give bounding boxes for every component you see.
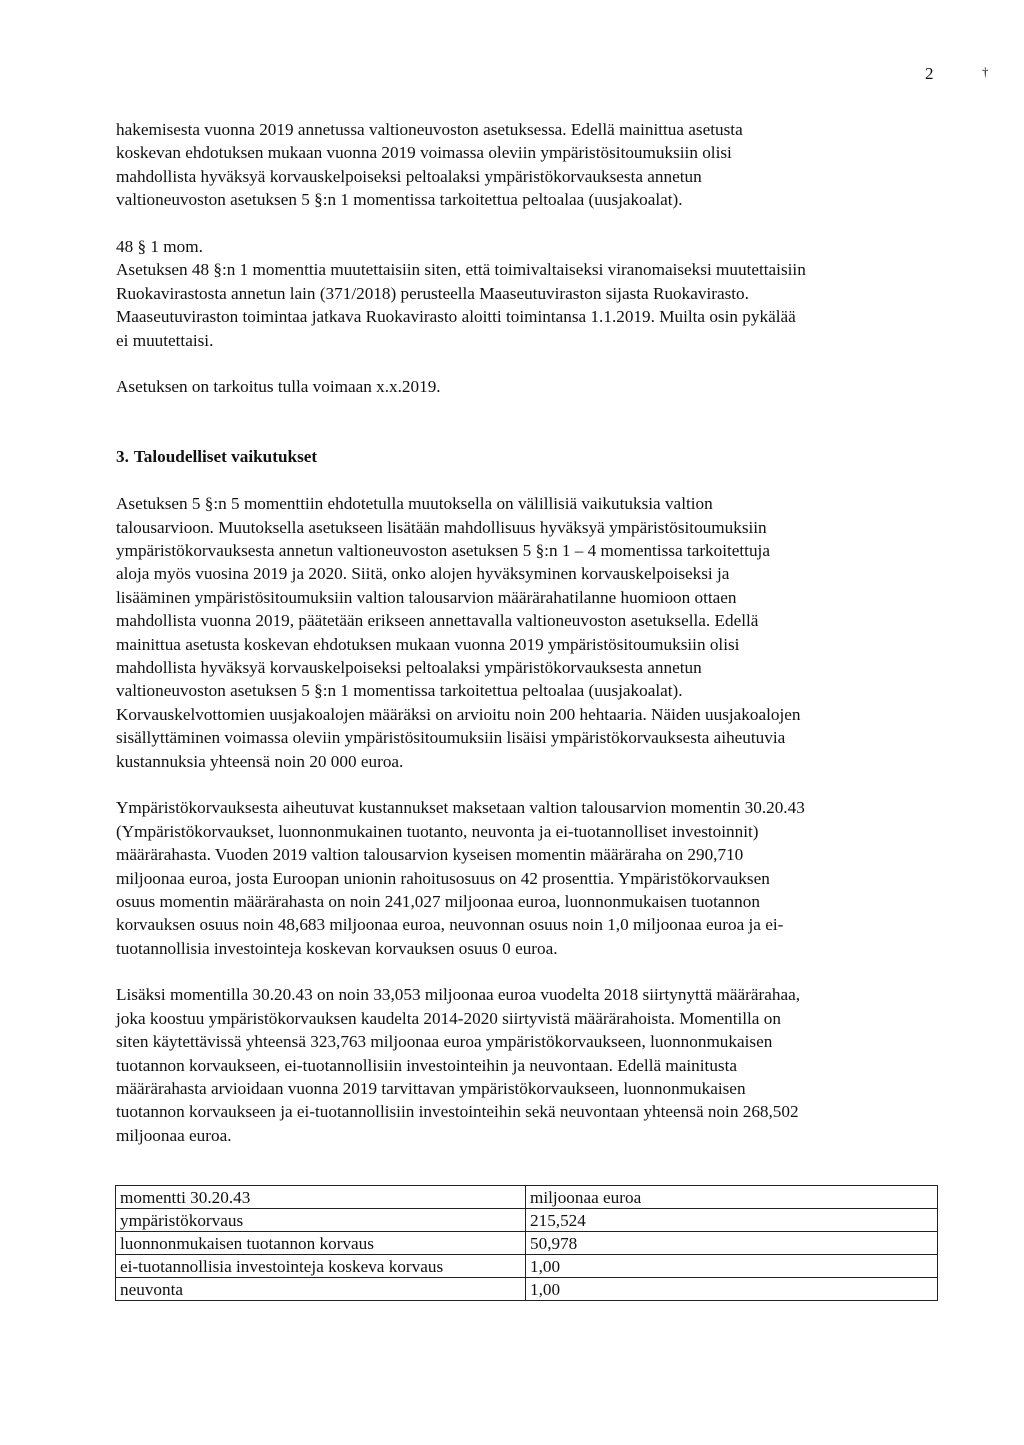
text-line: ympäristökorvauksesta annetun valtioneuvoston asetuksen 5 §:n 1 – 4 momentissa tarkoitettuja [116, 541, 770, 561]
table-cell-label: ympäristökorvaus [116, 1209, 526, 1232]
text-line: lisääminen ympäristösitoumuksiin valtion talousarvion määrärahatilanne huomioon ottaen [116, 587, 737, 607]
text-line: määrärahasta. Vuoden 2019 valtion talousarvion kyseisen momentin määräraha on 290,710 [116, 845, 744, 865]
text-line: Asetuksen 48 §:n 1 momenttia muutettaisiin siten, että toimivaltaiseksi viranomaiseksi muutettaisiin [116, 260, 806, 280]
text-line: mahdollista hyväksyä korvauskelpoiseksi peltoalaksi ympäristökorvauksesta annetun [116, 166, 702, 186]
text-line: miljoonaa euroa, josta Euroopan unionin rahoitusosuus on 42 prosenttia. Ympäristökorvauksen [116, 868, 770, 888]
text-line: mainittua asetusta koskevan ehdotuksen mukaan vuonna 2019 ympäristösitoumuksiin olisi [116, 634, 740, 654]
text-line: mahdollista hyväksyä korvauskelpoiseksi peltoalaksi ympäristökorvauksesta annetun [116, 657, 702, 677]
table-row [116, 1232, 938, 1255]
text-line: Ympäristökorvauksesta aiheutuvat kustannukset maksetaan valtion talousarvion momentin 30.20.43 [116, 798, 805, 818]
section-48-heading: 48 § 1 mom. [116, 236, 203, 256]
text-line: miljoonaa euroa. [116, 1125, 232, 1145]
table-cell-value: 215,524 [526, 1209, 938, 1232]
table-cell-value: 1,00 [526, 1255, 938, 1278]
page-number: 2 [925, 64, 934, 83]
text-line: korvauksen osuus noin 48,683 miljoonaa euroa, neuvonnan osuus noin 1,0 miljoonaa euroa ja ei- [116, 915, 784, 935]
text-line: kustannuksia yhteensä noin 20 000 euroa. [116, 751, 404, 771]
text-line: valtioneuvoston asetuksen 5 §:n 1 momentissa tarkoitettua peltoalaa (uusjakoalat). [116, 681, 683, 701]
table-header-cell: momentti 30.20.43 [116, 1186, 526, 1209]
text-line: ei muutettaisi. [116, 330, 214, 350]
table-cell-value: 50,978 [526, 1232, 938, 1255]
text-line: Lisäksi momentilla 30.20.43 on noin 33,053 miljoonaa euroa vuodelta 2018 siirtynyttä määrärahaa, [116, 985, 801, 1005]
text-line: osuus momentin määrärahasta on noin 241,027 miljoonaa euroa, luonnonmukaisen tuotannon [116, 891, 760, 911]
text-line: määrärahasta arvioidaan vuonna 2019 tarvittavan ympäristökorvaukseen, luonnonmukaisen [116, 1079, 746, 1099]
intro-paragraph [116, 118, 946, 212]
text-line: Korvauskelvottomien uusjakoalojen määräksi on arvioitu noin 200 hehtaaria. Näiden uusjakoalojen [116, 704, 801, 724]
text-line: Maaseutuviraston toimintaa jatkava Ruokavirasto aloitti toimintansa 1.1.2019. Muilta osin pykälää [116, 307, 796, 327]
table-row [116, 1209, 938, 1232]
table-header-row [116, 1186, 938, 1209]
text-line: (Ympäristökorvaukset, luonnonmukainen tuotanto, neuvonta ja ei-tuotannolliset investoinnit) [116, 821, 759, 841]
paragraph-1 [116, 492, 946, 773]
text-line: talousarvioon. Muutoksella asetukseen lisätään mahdollisuus hyväksyä ympäristösitoumuksiin [116, 517, 767, 537]
section-title: Taloudelliset vaikutukset [133, 447, 318, 467]
text-line: aloja myös vuosina 2019 ja 2020. Siitä, onko alojen hyväksyminen korvauskelpoiseksi ja [116, 564, 730, 584]
table-row [116, 1255, 938, 1278]
text-line: joka koostuu ympäristökorvauksen kaudelta 2014-2020 siirtyvistä määrärahoista. Momentilla on [116, 1008, 781, 1028]
section-48 [116, 235, 946, 399]
corner-mark: † [982, 64, 989, 79]
document-body [116, 118, 946, 1147]
section-3-heading [116, 445, 946, 468]
text-line: valtioneuvoston asetuksen 5 §:n 1 momentissa tarkoitettua peltoalaa (uusjakoalat). [116, 190, 683, 210]
budget-table [115, 1185, 938, 1301]
table-cell-label: ei-tuotannollisia investointeja koskeva korvaus [116, 1255, 526, 1278]
text-line: koskevan ehdotuksen mukaan vuonna 2019 voimassa oleviin ympäristösitoumuksiin olisi [116, 143, 732, 163]
text-line: Ruokavirastosta annetun lain (371/2018) perusteella Maaseutuviraston sijasta Ruokavirasto. [116, 283, 749, 303]
text-line: sisällyttäminen voimassa oleviin ympäristösitoumuksiin lisäisi ympäristökorvauksesta aiheutuvia [116, 728, 786, 748]
text-line: hakemisesta vuonna 2019 annetussa valtioneuvoston asetuksessa. Edellä mainittua asetusta [116, 120, 743, 139]
text-line: tuotannon korvaukseen ja ei-tuotannollisiin investointeihin sekä neuvontaan yhteensä noin 268,502 [116, 1102, 799, 1122]
text-line: tuotannollisia investointeja koskevan korvauksen osuus 0 euroa. [116, 938, 558, 958]
text-line: siten käytettävissä yhteensä 323,763 miljoonaa euroa ympäristökorvaukseen, luonnonmukaisen [116, 1032, 773, 1052]
paragraph-3 [116, 983, 946, 1147]
section-number: 3. [116, 447, 129, 467]
text-line: tuotannon korvaukseen, ei-tuotannollisiin investointeihin ja neuvontaan. Edellä mainitusta [116, 1055, 737, 1075]
table-header-cell: miljoonaa euroa [526, 1186, 938, 1209]
text-line: Asetuksen 5 §:n 5 momenttiin ehdotetulla muutoksella on välillisiä vaikutuksia valtion [116, 494, 713, 514]
effective-date-text: Asetuksen on tarkoitus tulla voimaan x.x.2019. [116, 377, 441, 397]
table-cell-value: 1,00 [526, 1278, 938, 1301]
table-cell-label: luonnonmukaisen tuotannon korvaus [116, 1232, 526, 1255]
table-cell-label: neuvonta [116, 1278, 526, 1301]
paragraph-2 [116, 796, 946, 960]
table-row [116, 1278, 938, 1301]
text-line: mahdollista vuonna 2019, päätetään erikseen annettavalla valtioneuvoston asetuksella. Edellä [116, 611, 759, 631]
